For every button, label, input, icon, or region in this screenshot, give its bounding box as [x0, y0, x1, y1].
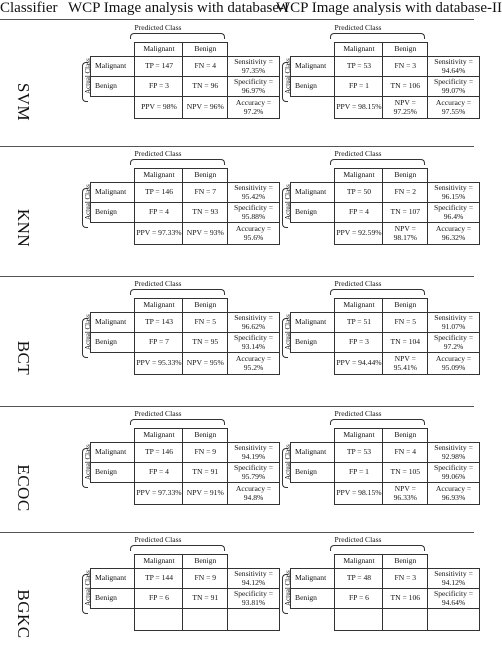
empty-cell [228, 43, 280, 57]
confusion-matrix-db1 [83, 409, 280, 532]
sensitivity: Sensitivity = 91.07% [428, 313, 480, 333]
sensitivity: Sensitivity = 94.64% [428, 57, 480, 77]
npv [183, 609, 228, 631]
col-header-malignant: Malignant [335, 429, 383, 443]
col-header-benign: Benign [183, 555, 228, 569]
classifier-label [0, 338, 46, 378]
ppv: PPV = 92.59% [335, 223, 383, 245]
empty-cell [428, 555, 480, 569]
actual-class-bracket [82, 574, 88, 614]
specificity: Specificity = 99.06% [428, 463, 480, 483]
confusion-matrix-grid [90, 554, 280, 631]
actual-class-label: Actual Class [83, 444, 92, 480]
confusion-matrix-grid [90, 428, 280, 505]
row-header-malignant: Malignant [291, 569, 335, 589]
row-header-benign: Benign [291, 463, 335, 483]
actual-class-label: Actual Class [283, 570, 292, 606]
col-header-malignant: Malignant [135, 299, 183, 313]
row-header-benign: Benign [291, 333, 335, 353]
empty-cell [428, 299, 480, 313]
empty-cell [291, 223, 335, 245]
true-positive: TP = 53 [335, 57, 383, 77]
col-header-benign: Benign [183, 299, 228, 313]
predicted-class-bracket [330, 419, 425, 425]
row-header-benign: Benign [91, 203, 135, 223]
true-negative: TN = 91 [183, 463, 228, 483]
empty-cell [91, 483, 135, 505]
sensitivity: Sensitivity = 96.62% [228, 313, 280, 333]
sensitivity: Sensitivity = 92.98% [428, 443, 480, 463]
row-header-malignant: Malignant [91, 313, 135, 333]
false-negative: FN = 3 [383, 569, 428, 589]
confusion-matrix-grid [90, 42, 280, 119]
true-positive: TP = 146 [135, 183, 183, 203]
col-header-malignant: Malignant [135, 555, 183, 569]
specificity: Specificity = 96.4% [428, 203, 480, 223]
confusion-matrix-grid [290, 298, 480, 375]
row-separator [0, 276, 474, 277]
confusion-matrix-db2 [283, 409, 480, 532]
row-separator [0, 532, 474, 533]
empty-cell [91, 555, 135, 569]
empty-cell [291, 169, 335, 183]
col-header-benign: Benign [183, 169, 228, 183]
row-header-benign: Benign [291, 203, 335, 223]
sensitivity: Sensitivity = 95.42% [228, 183, 280, 203]
col-header-benign: Benign [383, 169, 428, 183]
specificity: Specificity = 93.14% [228, 333, 280, 353]
classifier-name: SVM [14, 82, 33, 122]
ppv [335, 609, 383, 631]
row-header-benign: Benign [91, 333, 135, 353]
true-positive: TP = 50 [335, 183, 383, 203]
predicted-class-label: Predicted Class [134, 535, 182, 544]
predicted-class-bracket [130, 289, 225, 295]
false-negative: FN = 4 [383, 443, 428, 463]
empty-cell [228, 299, 280, 313]
row-header-malignant: Malignant [91, 183, 135, 203]
ppv: PPV = 98.15% [335, 97, 383, 119]
npv [383, 609, 428, 631]
false-positive: FP = 6 [335, 589, 383, 609]
actual-class-bracket [282, 448, 288, 488]
predicted-class-bracket [330, 289, 425, 295]
classifier-label [0, 464, 46, 512]
npv: NPV = 93% [183, 223, 228, 245]
classifier-name: BCT [14, 340, 33, 376]
empty-cell [291, 43, 335, 57]
confusion-matrix-db1 [83, 149, 280, 272]
true-positive: TP = 143 [135, 313, 183, 333]
row-header-benign: Benign [91, 77, 135, 97]
confusion-matrix-grid [290, 428, 480, 505]
predicted-class-bracket [330, 545, 425, 551]
col-header-malignant: Malignant [135, 43, 183, 57]
false-negative: FN = 9 [183, 443, 228, 463]
specificity: Specificity = 99.07% [428, 77, 480, 97]
accuracy: Accuracy = 96.93% [428, 483, 480, 505]
classifier-label [0, 82, 46, 122]
empty-cell [91, 429, 135, 443]
false-positive: FP = 4 [335, 203, 383, 223]
npv: NPV = 95% [183, 353, 228, 375]
actual-class-label: Actual Class [283, 184, 292, 220]
actual-class-label: Actual Class [283, 58, 292, 94]
accuracy: Accuracy = 97.2% [228, 97, 280, 119]
true-negative: TN = 106 [383, 77, 428, 97]
actual-class-label: Actual Class [283, 314, 292, 350]
predicted-class-bracket [130, 545, 225, 551]
confusion-matrix-db2 [283, 149, 480, 272]
col-header-malignant: Malignant [135, 169, 183, 183]
true-negative: TN = 104 [383, 333, 428, 353]
classifier-name: KNN [14, 208, 33, 248]
false-negative: FN = 9 [183, 569, 228, 589]
empty-cell [228, 429, 280, 443]
true-positive: TP = 51 [335, 313, 383, 333]
false-positive: FP = 4 [135, 203, 183, 223]
classifier-label [0, 208, 46, 248]
classifier-label [0, 589, 46, 639]
false-negative: FN = 3 [383, 57, 428, 77]
confusion-matrix-grid [90, 298, 280, 375]
header-rule [0, 19, 474, 20]
predicted-class-label: Predicted Class [134, 149, 182, 158]
row-header-malignant: Malignant [291, 443, 335, 463]
false-negative: FN = 5 [383, 313, 428, 333]
col-header-benign: Benign [383, 43, 428, 57]
col-header-benign: Benign [183, 43, 228, 57]
row-header-benign: Benign [291, 589, 335, 609]
row-header-malignant: Malignant [291, 183, 335, 203]
empty-cell [291, 97, 335, 119]
false-positive: FP = 1 [335, 463, 383, 483]
accuracy: Accuracy = 95.2% [228, 353, 280, 375]
confusion-matrix-db2 [283, 535, 480, 658]
predicted-class-label: Predicted Class [334, 23, 382, 32]
npv: NPV = 96% [183, 97, 228, 119]
row-header-malignant: Malignant [291, 57, 335, 77]
predicted-class-label: Predicted Class [334, 535, 382, 544]
actual-class-bracket [282, 62, 288, 102]
row-header-malignant: Malignant [91, 443, 135, 463]
predicted-class-bracket [130, 33, 225, 39]
npv: NPV = 95.41% [383, 353, 428, 375]
false-positive: FP = 1 [335, 77, 383, 97]
confusion-matrix-db1 [83, 279, 280, 402]
confusion-matrix-grid [90, 168, 280, 245]
col-header-malignant: Malignant [335, 43, 383, 57]
classifier-name: BGKC [14, 589, 33, 639]
ppv: PPV = 97.33% [135, 223, 183, 245]
true-negative: TN = 96 [183, 77, 228, 97]
empty-cell [91, 43, 135, 57]
predicted-class-bracket [330, 33, 425, 39]
row-header-malignant: Malignant [91, 569, 135, 589]
col-header-benign: Benign [383, 555, 428, 569]
header-database-1: WCP Image analysis with database-I [68, 0, 290, 16]
empty-cell [91, 97, 135, 119]
confusion-matrix-db2 [283, 279, 480, 402]
accuracy: Accuracy = 97.55% [428, 97, 480, 119]
specificity: Specificity = 96.97% [228, 77, 280, 97]
true-negative: TN = 106 [383, 589, 428, 609]
empty-cell [228, 169, 280, 183]
predicted-class-label: Predicted Class [334, 409, 382, 418]
row-header-benign: Benign [91, 589, 135, 609]
header-classifier: Classifier [0, 0, 58, 16]
ppv: PPV = 95.33% [135, 353, 183, 375]
sensitivity: Sensitivity = 97.35% [228, 57, 280, 77]
row-header-malignant: Malignant [91, 57, 135, 77]
empty-cell [91, 609, 135, 631]
false-negative: FN = 2 [383, 183, 428, 203]
true-negative: TN = 107 [383, 203, 428, 223]
npv: NPV = 96.33% [383, 483, 428, 505]
sensitivity: Sensitivity = 94.12% [228, 569, 280, 589]
header-database-2: WCP Image analysis with database-II [276, 0, 502, 16]
actual-class-bracket [82, 318, 88, 358]
empty-cell [291, 353, 335, 375]
row-header-benign: Benign [91, 463, 135, 483]
empty-cell [291, 429, 335, 443]
predicted-class-label: Predicted Class [334, 279, 382, 288]
empty-cell [428, 169, 480, 183]
confusion-matrix-grid [290, 42, 480, 119]
true-negative: TN = 105 [383, 463, 428, 483]
empty-cell [291, 555, 335, 569]
empty-cell [228, 555, 280, 569]
specificity: Specificity = 95.88% [228, 203, 280, 223]
ppv: PPV = 98.15% [335, 483, 383, 505]
false-negative: FN = 7 [183, 183, 228, 203]
confusion-matrix-db1 [83, 23, 280, 146]
empty-cell [291, 609, 335, 631]
predicted-class-label: Predicted Class [134, 23, 182, 32]
npv: NPV = 91% [183, 483, 228, 505]
empty-cell [428, 429, 480, 443]
predicted-class-bracket [330, 159, 425, 165]
col-header-malignant: Malignant [335, 169, 383, 183]
empty-cell [91, 169, 135, 183]
accuracy: Accuracy = 94.8% [228, 483, 280, 505]
confusion-matrix-db2 [283, 23, 480, 146]
true-positive: TP = 53 [335, 443, 383, 463]
row-header-benign: Benign [291, 77, 335, 97]
actual-class-label: Actual Class [83, 58, 92, 94]
specificity: Specificity = 97.2% [428, 333, 480, 353]
actual-class-bracket [282, 574, 288, 614]
actual-class-label: Actual Class [283, 444, 292, 480]
true-negative: TN = 93 [183, 203, 228, 223]
predicted-class-label: Predicted Class [334, 149, 382, 158]
actual-class-label: Actual Class [83, 184, 92, 220]
accuracy [228, 609, 280, 631]
col-header-malignant: Malignant [135, 429, 183, 443]
accuracy: Accuracy = 95.6% [228, 223, 280, 245]
ppv: PPV = 98% [135, 97, 183, 119]
true-positive: TP = 48 [335, 569, 383, 589]
false-negative: FN = 5 [183, 313, 228, 333]
empty-cell [91, 223, 135, 245]
sensitivity: Sensitivity = 94.19% [228, 443, 280, 463]
actual-class-bracket [282, 318, 288, 358]
col-header-malignant: Malignant [335, 299, 383, 313]
predicted-class-label: Predicted Class [134, 279, 182, 288]
predicted-class-label: Predicted Class [134, 409, 182, 418]
false-positive: FP = 3 [135, 77, 183, 97]
ppv [135, 609, 183, 631]
specificity: Specificity = 94.64% [428, 589, 480, 609]
empty-cell [291, 483, 335, 505]
confusion-matrix-grid [290, 554, 480, 631]
ppv: PPV = 97.33% [135, 483, 183, 505]
accuracy [428, 609, 480, 631]
actual-class-bracket [282, 188, 288, 228]
col-header-malignant: Malignant [335, 555, 383, 569]
false-positive: FP = 3 [335, 333, 383, 353]
confusion-matrix-db1 [83, 535, 280, 658]
actual-class-bracket [82, 188, 88, 228]
actual-class-bracket [82, 62, 88, 102]
sensitivity: Sensitivity = 96.15% [428, 183, 480, 203]
true-negative: TN = 91 [183, 589, 228, 609]
confusion-matrix-grid [290, 168, 480, 245]
sensitivity: Sensitivity = 94.12% [428, 569, 480, 589]
false-positive: FP = 7 [135, 333, 183, 353]
false-negative: FN = 4 [183, 57, 228, 77]
accuracy: Accuracy = 96.32% [428, 223, 480, 245]
empty-cell [91, 299, 135, 313]
false-positive: FP = 6 [135, 589, 183, 609]
col-header-benign: Benign [383, 429, 428, 443]
row-separator [0, 406, 474, 407]
actual-class-label: Actual Class [83, 570, 92, 606]
specificity: Specificity = 93.81% [228, 589, 280, 609]
empty-cell [428, 43, 480, 57]
ppv: PPV = 94.44% [335, 353, 383, 375]
true-positive: TP = 146 [135, 443, 183, 463]
npv: NPV = 98.17% [383, 223, 428, 245]
accuracy: Accuracy = 95.09% [428, 353, 480, 375]
classifier-name: ECOC [14, 464, 33, 512]
true-positive: TP = 144 [135, 569, 183, 589]
col-header-benign: Benign [383, 299, 428, 313]
true-positive: TP = 147 [135, 57, 183, 77]
actual-class-bracket [82, 448, 88, 488]
predicted-class-bracket [130, 159, 225, 165]
true-negative: TN = 95 [183, 333, 228, 353]
npv: NPV = 97.25% [383, 97, 428, 119]
specificity: Specificity = 95.79% [228, 463, 280, 483]
row-header-malignant: Malignant [291, 313, 335, 333]
false-positive: FP = 4 [135, 463, 183, 483]
predicted-class-bracket [130, 419, 225, 425]
row-separator [0, 146, 474, 147]
empty-cell [91, 353, 135, 375]
actual-class-label: Actual Class [83, 314, 92, 350]
empty-cell [291, 299, 335, 313]
col-header-benign: Benign [183, 429, 228, 443]
